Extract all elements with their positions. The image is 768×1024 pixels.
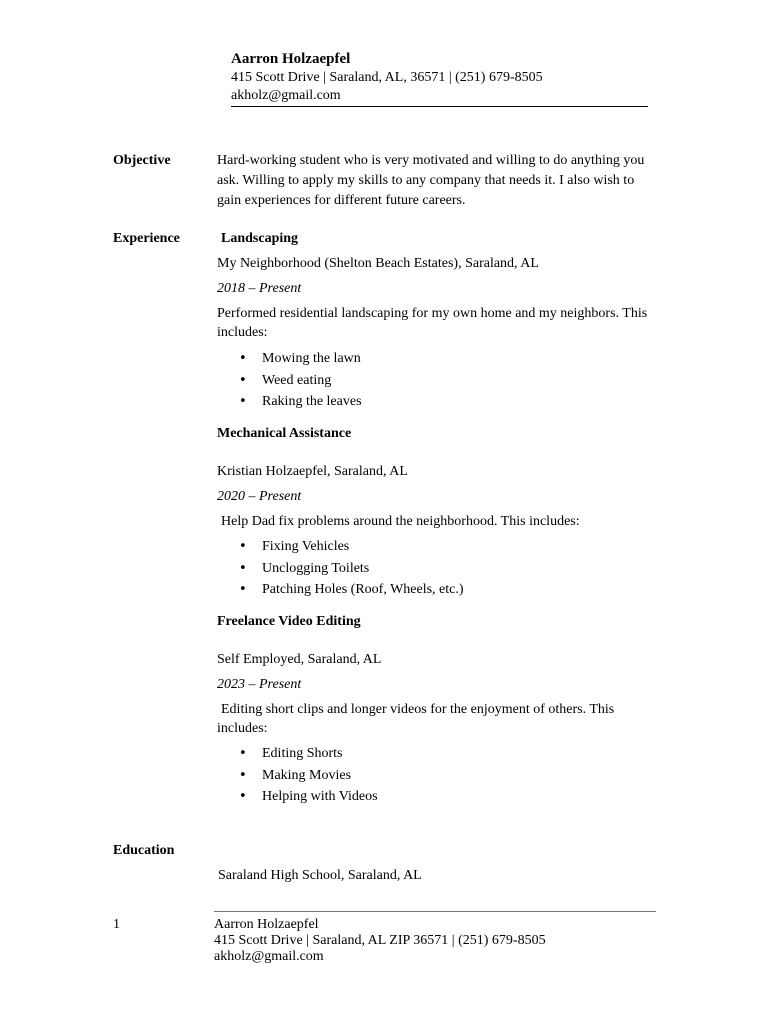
list-item: • Mowing the lawn — [217, 348, 362, 370]
job-title: Landscaping — [221, 231, 299, 246]
footer-name: Aarron Holzaepfel — [214, 917, 319, 932]
job-bullet-list — [217, 743, 378, 808]
list-item: • Editing Shorts — [217, 743, 378, 765]
page-number: 1 — [113, 917, 120, 932]
footer-email: akholz@gmail.com — [214, 949, 324, 964]
header-divider — [231, 106, 648, 107]
objective-line: gain experiences for different future careers. — [217, 193, 466, 208]
footer-address: 415 Scott Drive | Saraland, AL ZIP 36571 | (251) 679-8505 — [214, 933, 546, 948]
list-item: • Fixing Vehicles — [217, 536, 464, 558]
section-label-experience: Experience — [113, 231, 180, 246]
list-item: • Raking the leaves — [217, 391, 362, 413]
job-description: Performed residential landscaping for my own home and my neighbors. This — [217, 306, 648, 321]
list-item: • Making Movies — [217, 765, 378, 787]
list-item: • Helping with Videos — [217, 786, 378, 808]
contact-email: akholz@gmail.com — [231, 88, 341, 103]
job-dates: 2018 – Present — [217, 281, 302, 296]
list-item: • Unclogging Toilets — [217, 558, 464, 580]
job-place: My Neighborhood (Shelton Beach Estates), Saraland, AL — [217, 256, 539, 271]
job-place: Self Employed, Saraland, AL — [217, 652, 382, 667]
job-description: includes: — [217, 325, 268, 340]
job-description: Editing short clips and longer videos for the enjoyment of others. This — [221, 702, 615, 717]
section-label-education: Education — [113, 843, 175, 858]
objective-line: ask. Willing to apply my skills to any company that needs it. I also wish to — [217, 173, 635, 188]
section-label-objective: Objective — [113, 153, 171, 168]
job-dates: 2020 – Present — [217, 489, 302, 504]
job-place: Kristian Holzaepfel, Saraland, AL — [217, 464, 408, 479]
objective-line: Hard-working student who is very motivated and willing to do anything you — [217, 153, 645, 168]
job-description: Help Dad fix problems around the neighborhood. This includes: — [221, 514, 580, 529]
list-item: • Patching Holes (Roof, Wheels, etc.) — [217, 579, 464, 601]
contact-address: 415 Scott Drive | Saraland, AL, 36571 | (251) 679-8505 — [231, 70, 543, 85]
list-item: • Weed eating — [217, 370, 362, 392]
resume-name: Aarron Holzaepfel — [231, 51, 351, 67]
job-description: includes: — [217, 721, 268, 736]
job-dates: 2023 – Present — [217, 677, 302, 692]
job-bullet-list — [217, 348, 362, 413]
job-title: Freelance Video Editing — [217, 614, 361, 629]
education-school: Saraland High School, Saraland, AL — [218, 868, 422, 883]
job-title: Mechanical Assistance — [217, 426, 352, 441]
footer-divider — [214, 911, 656, 912]
job-bullet-list — [217, 536, 464, 601]
